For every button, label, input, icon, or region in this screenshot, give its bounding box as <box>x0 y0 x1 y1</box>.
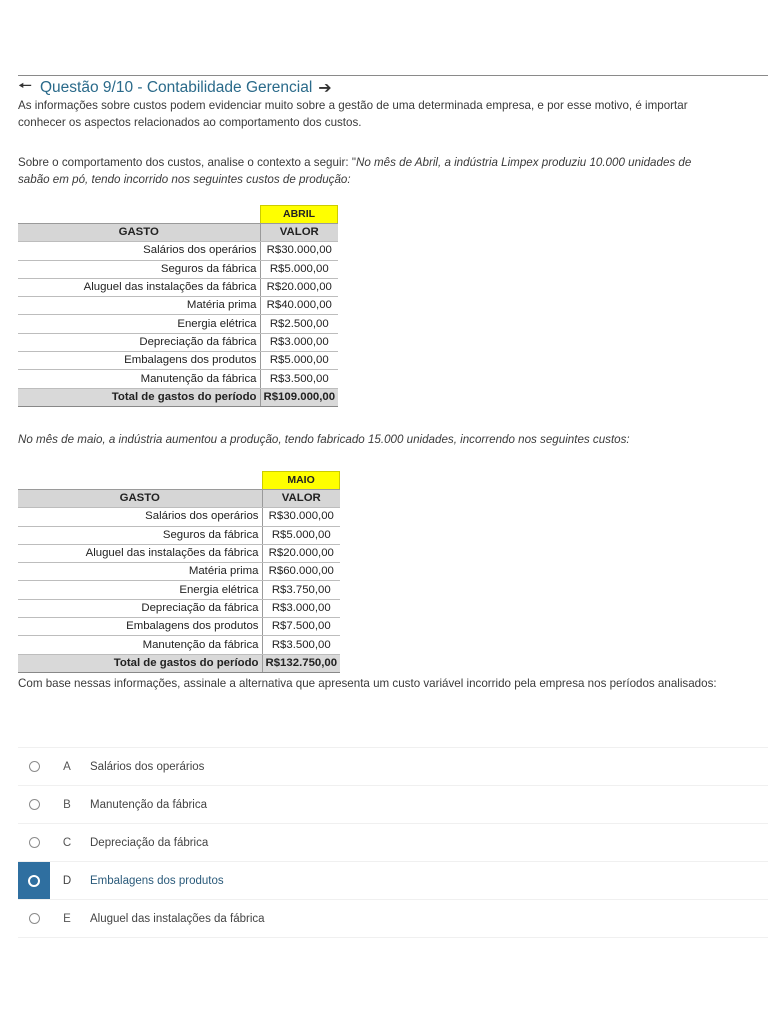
april-month-label: ABRIL <box>260 205 338 223</box>
may-cost-table <box>18 471 340 673</box>
option-b[interactable] <box>18 785 768 823</box>
radio-circle-icon[interactable] <box>29 913 40 924</box>
option-text[interactable]: Aluguel das instalações da fábrica <box>90 912 265 925</box>
option-d[interactable] <box>18 861 768 899</box>
total-label: Total de gastos do período <box>18 388 260 406</box>
gasto-cell: Depreciação da fábrica <box>18 333 260 351</box>
valor-cell: R$5.000,00 <box>262 526 340 544</box>
valor-cell: R$3.000,00 <box>260 333 338 351</box>
radio-circle-icon[interactable] <box>29 837 40 848</box>
gasto-cell: Energia elétrica <box>18 315 260 333</box>
gasto-cell: Seguros da fábrica <box>18 526 262 544</box>
table-row <box>18 599 340 617</box>
intro-line-1: As informações sobre custos podem evidenciar muito sobre a gestão de uma determinada empresa, e por esse motivo, é importar <box>18 99 688 112</box>
question-header <box>18 78 336 98</box>
table-header-row <box>18 490 340 508</box>
gasto-cell: Matéria prima <box>18 563 262 581</box>
valor-cell: R$3.500,00 <box>262 636 340 654</box>
option-c[interactable] <box>18 823 768 861</box>
context-line-1 <box>18 154 768 171</box>
radio-checked-icon[interactable] <box>28 875 40 887</box>
table-row <box>18 315 338 333</box>
header-valor: VALOR <box>262 490 340 508</box>
valor-cell: R$3.750,00 <box>262 581 340 599</box>
radio-button-e[interactable] <box>18 900 50 937</box>
arrow-right-icon[interactable]: ➔ <box>318 80 332 97</box>
may-month-label: MAIO <box>262 471 340 489</box>
header-divider <box>18 75 768 76</box>
valor-cell: R$7.500,00 <box>262 618 340 636</box>
valor-cell: R$60.000,00 <box>262 563 340 581</box>
table-row <box>18 242 338 260</box>
table-row <box>18 278 338 296</box>
total-value: R$109.000,00 <box>260 388 338 406</box>
table-row <box>18 563 340 581</box>
gasto-cell: Manutenção da fábrica <box>18 636 262 654</box>
table-total-row <box>18 388 338 406</box>
radio-button-d[interactable] <box>18 862 50 899</box>
valor-cell: R$3.500,00 <box>260 370 338 388</box>
radio-button-b[interactable] <box>18 786 50 823</box>
table-row <box>18 508 340 526</box>
gasto-cell: Matéria prima <box>18 297 260 315</box>
table-row <box>18 352 338 370</box>
valor-cell: R$3.000,00 <box>262 599 340 617</box>
question-closing: Com base nessas informações, assinale a alternativa que apresenta um custo variável incorrido pela empresa nos períodos analisados: <box>18 677 717 690</box>
april-cost-table <box>18 205 338 407</box>
gasto-cell: Depreciação da fábrica <box>18 599 262 617</box>
option-letter: A <box>63 760 71 773</box>
intro-line-2: conhecer os aspectos relacionados ao comportamento dos custos. <box>18 116 362 129</box>
option-letter: E <box>63 912 71 925</box>
table-header-row <box>18 224 338 242</box>
option-a[interactable] <box>18 747 768 785</box>
table-row <box>18 618 340 636</box>
header-valor: VALOR <box>260 224 338 242</box>
header-gasto: GASTO <box>18 224 260 242</box>
gasto-cell: Salários dos operários <box>18 242 260 260</box>
option-letter: D <box>62 874 72 887</box>
question-title: Questão 9/10 - Contabilidade Gerencial <box>40 79 313 96</box>
table-row <box>18 370 338 388</box>
radio-button-a[interactable] <box>18 748 50 785</box>
answer-options <box>18 747 768 938</box>
table-row <box>18 636 340 654</box>
question-context <box>18 154 768 188</box>
radio-circle-icon[interactable] <box>29 761 40 772</box>
table-row <box>18 581 340 599</box>
table-total-row <box>18 654 340 672</box>
valor-cell: R$20.000,00 <box>262 544 340 562</box>
gasto-cell: Embalagens dos produtos <box>18 352 260 370</box>
gasto-cell: Embalagens dos produtos <box>18 618 262 636</box>
context-line-2: sabão em pó, tendo incorrido nos seguintes custos de produção: <box>18 173 351 186</box>
gasto-cell: Aluguel das instalações da fábrica <box>18 544 262 562</box>
table-row <box>18 544 340 562</box>
arrow-left-icon[interactable]: 🠔 <box>18 77 33 95</box>
valor-cell: R$40.000,00 <box>260 297 338 315</box>
valor-cell: R$2.500,00 <box>260 315 338 333</box>
valor-cell: R$20.000,00 <box>260 278 338 296</box>
valor-cell: R$30.000,00 <box>260 242 338 260</box>
option-text[interactable]: Depreciação da fábrica <box>90 836 209 849</box>
question-intro <box>18 97 768 131</box>
total-value: R$132.750,00 <box>262 654 340 672</box>
may-intro: No mês de maio, a indústria aumentou a produção, tendo fabricado 15.000 unidades, incorrendo nos seguintes custos: <box>18 433 630 446</box>
option-letter: B <box>63 798 71 811</box>
option-text[interactable]: Embalagens dos produtos <box>90 874 224 887</box>
radio-circle-icon[interactable] <box>29 799 40 810</box>
valor-cell: R$5.000,00 <box>260 352 338 370</box>
gasto-cell: Seguros da fábrica <box>18 260 260 278</box>
option-text[interactable]: Manutenção da fábrica <box>90 798 207 811</box>
option-letter: C <box>62 836 72 849</box>
gasto-cell: Aluguel das instalações da fábrica <box>18 278 260 296</box>
total-label: Total de gastos do período <box>18 654 262 672</box>
valor-cell: R$5.000,00 <box>260 260 338 278</box>
table-row <box>18 260 338 278</box>
gasto-cell: Manutenção da fábrica <box>18 370 260 388</box>
gasto-cell: Energia elétrica <box>18 581 262 599</box>
table-row <box>18 297 338 315</box>
context-lead: Sobre o comportamento dos custos, analise o contexto a seguir: " <box>18 156 356 169</box>
gasto-cell: Salários dos operários <box>18 508 262 526</box>
table-row <box>18 526 340 544</box>
context-italic-1: No mês de Abril, a indústria Limpex produziu 10.000 unidades de <box>355 156 692 169</box>
table-row <box>18 333 338 351</box>
option-text[interactable]: Salários dos operários <box>90 760 205 773</box>
header-gasto: GASTO <box>18 490 262 508</box>
valor-cell: R$30.000,00 <box>262 508 340 526</box>
option-e[interactable] <box>18 899 768 938</box>
radio-button-c[interactable] <box>18 824 50 861</box>
